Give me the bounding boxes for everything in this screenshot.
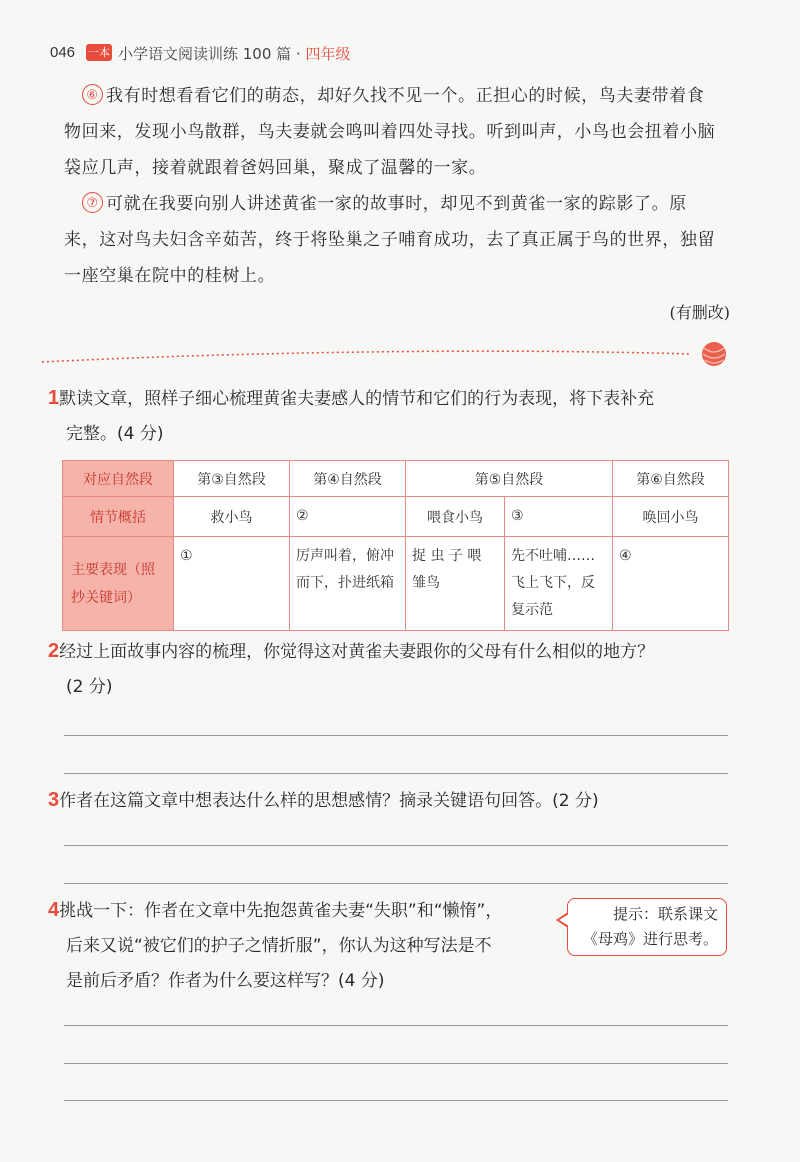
hint-bubble bbox=[567, 898, 727, 956]
question-text: 挑战一下：作者在文章中先抱怨黄雀夫妻“失职”和“懒惰”， bbox=[59, 901, 503, 921]
table-header: 第⑤自然段 bbox=[406, 461, 613, 497]
hint-text: 提示：联系课文 bbox=[612, 905, 718, 923]
paragraph-6 bbox=[64, 78, 736, 186]
question-4-line bbox=[48, 964, 558, 999]
question-1 bbox=[48, 381, 738, 452]
question-text: 默读文章，照样子细心梳理黄雀夫妻感人的情节和它们的行为表现，将下表补充 bbox=[59, 389, 655, 409]
answer-line[interactable] bbox=[64, 845, 728, 846]
table-cell: 唤回小鸟 bbox=[613, 497, 729, 537]
table-row-header bbox=[63, 537, 174, 631]
text-line: 可就在我要向别人讲述黄雀一家的故事时，却见不到黄雀一家的踪影了。原 bbox=[106, 194, 687, 214]
question-text: 经过上面故事内容的梳理，你觉得这对黄雀夫妻跟你的父母有什么相似的地方？ bbox=[59, 642, 655, 662]
table-header: 第③自然段 bbox=[174, 461, 290, 497]
question-text: 作者在这篇文章中想表达什么样的思想感情？摘录关键语句回答。(2 分) bbox=[59, 791, 599, 811]
table-cell: 捉 虫 子 喂 雏鸟 bbox=[406, 537, 505, 631]
question-text: 是前后矛盾？作者为什么要这样写？(4 分) bbox=[66, 971, 385, 991]
plot-table bbox=[62, 460, 729, 631]
answer-line[interactable] bbox=[64, 773, 728, 774]
yarn-divider bbox=[40, 340, 740, 370]
row-header-line: 抄关键词） bbox=[71, 589, 141, 606]
brand-logo: 一本 bbox=[88, 46, 110, 59]
question-2-line bbox=[48, 670, 738, 705]
series-title bbox=[118, 43, 351, 64]
series-name: 小学语文阅读训练 100 篇 · bbox=[118, 45, 306, 63]
answer-line[interactable] bbox=[64, 735, 728, 736]
paragraph-6-line: 袋应几声，接着就跟着爸妈回巢，聚成了温馨的一家。 bbox=[64, 158, 487, 178]
question-number: 3 bbox=[48, 789, 60, 811]
answer-blank-2[interactable]: ② bbox=[290, 497, 406, 537]
question-3 bbox=[48, 783, 738, 819]
paragraph-7-line: 来，这对鸟夫妇含辛茹苦，终于将坠巢之子哺育成功，去了真正属于鸟的世界，独留 bbox=[64, 230, 716, 250]
question-4 bbox=[48, 893, 558, 999]
table-header: 第⑥自然段 bbox=[613, 461, 729, 497]
answer-blank-4[interactable]: ④ bbox=[613, 537, 729, 631]
paragraph-7-line bbox=[64, 186, 736, 222]
row-header-line: 主要表现（照 bbox=[71, 561, 155, 578]
table-cell: 厉声叫着，俯冲而下，扑进纸箱 bbox=[290, 537, 406, 631]
page-number: 046 bbox=[50, 44, 76, 61]
paragraph-number: ⑦ bbox=[82, 192, 103, 213]
question-1-line bbox=[48, 381, 738, 417]
table-cell: 先不吐哺……飞上飞下，反复示范 bbox=[505, 537, 613, 631]
edit-note: (有删改) bbox=[669, 303, 730, 322]
answer-line[interactable] bbox=[64, 1025, 728, 1026]
paragraph-7 bbox=[64, 186, 736, 294]
hint-text: 《母鸡》进行思考。 bbox=[582, 930, 718, 948]
table-header: 第④自然段 bbox=[290, 461, 406, 497]
answer-line[interactable] bbox=[64, 883, 728, 884]
grade-label: 四年级 bbox=[305, 45, 351, 63]
table-header: 对应自然段 bbox=[63, 461, 174, 497]
question-number: 1 bbox=[48, 387, 60, 409]
question-4-line bbox=[48, 893, 558, 929]
table-row-header: 情节概括 bbox=[63, 497, 174, 537]
answer-blank-1[interactable]: ① bbox=[174, 537, 290, 631]
question-3-line bbox=[48, 783, 738, 819]
answer-line[interactable] bbox=[64, 1100, 728, 1101]
answer-blank-3[interactable]: ③ bbox=[505, 497, 613, 537]
paragraph-6-line bbox=[64, 78, 736, 114]
question-text: 完整。(4 分) bbox=[66, 424, 164, 444]
question-text: 后来又说“被它们的护子之情折服”，你认为这种写法是不 bbox=[66, 936, 492, 956]
question-1-line bbox=[48, 417, 738, 452]
question-number: 2 bbox=[48, 640, 60, 662]
paragraph-7-line: 一座空巢在院中的桂树上。 bbox=[64, 266, 276, 286]
paragraph-6-line: 物回来，发现小鸟散群，鸟夫妻就会鸣叫着四处寻找。听到叫声，小鸟也会扭着小脑 bbox=[64, 122, 716, 142]
paragraph-number: ⑥ bbox=[82, 84, 103, 105]
question-2 bbox=[48, 634, 738, 705]
answer-line[interactable] bbox=[64, 1063, 728, 1064]
question-2-line bbox=[48, 634, 738, 670]
question-text: (2 分) bbox=[66, 677, 113, 697]
question-4-line bbox=[48, 929, 558, 964]
hint-bubble-tail-inner bbox=[559, 914, 569, 926]
table-cell: 喂食小鸟 bbox=[406, 497, 505, 537]
question-number: 4 bbox=[48, 899, 60, 921]
table-cell: 救小鸟 bbox=[174, 497, 290, 537]
text-line: 我有时想看看它们的萌态，却好久找不见一个。正担心的时候，鸟夫妻带着食 bbox=[106, 86, 705, 106]
